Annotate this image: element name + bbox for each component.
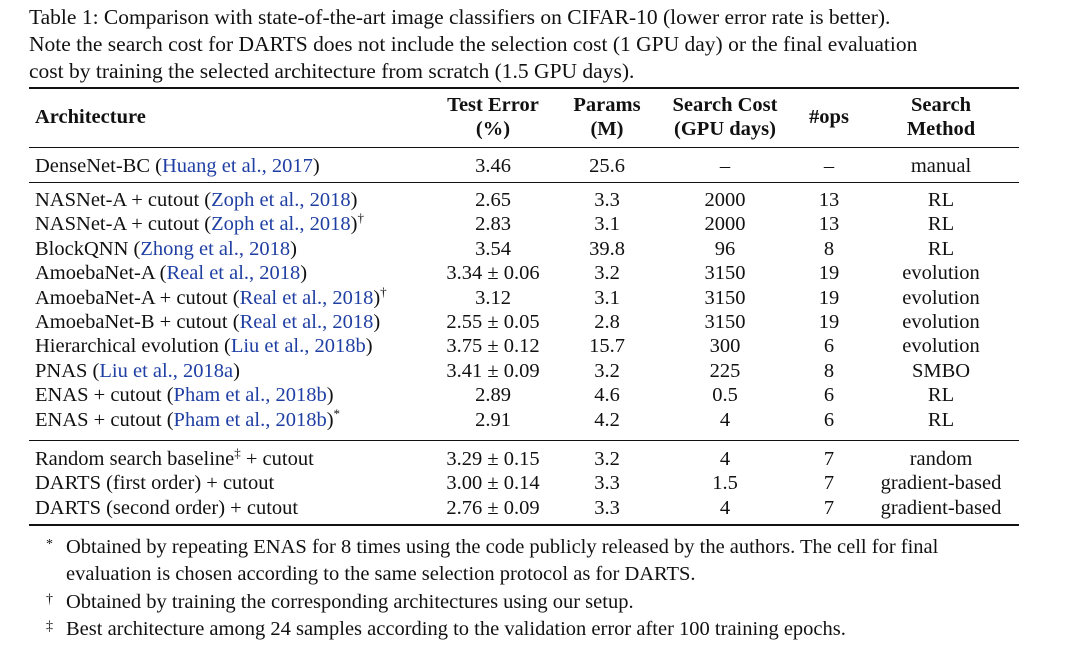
citation-link: Pham et al., 2018b bbox=[173, 384, 327, 407]
ops-cell: 8 bbox=[823, 359, 835, 382]
footnote-mark: ‡ bbox=[234, 445, 241, 461]
caption-line: Table 1: Comparison with state-of-the-art image classifiers on CIFAR-10 (lower error rate is better). bbox=[29, 5, 891, 29]
citation-link: Zhong et al., 2018 bbox=[140, 237, 291, 260]
footnote bbox=[46, 534, 938, 588]
cost-cell: – bbox=[719, 155, 731, 177]
citation-link: Liu et al., 2018b bbox=[230, 335, 366, 358]
header-line: Search Cost bbox=[672, 94, 778, 116]
ops-cell: 8 bbox=[823, 237, 835, 260]
architecture-suffix: ) bbox=[373, 311, 381, 333]
architecture-cell bbox=[35, 212, 364, 236]
error-cell: 3.29 ± 0.15 bbox=[446, 448, 540, 470]
architecture-suffix: ) bbox=[365, 335, 373, 358]
architecture-suffix: ) bbox=[350, 213, 358, 236]
params-cell: 15.7 bbox=[589, 335, 625, 358]
params-cell: 4.6 bbox=[594, 384, 620, 407]
params-cell: 3.2 bbox=[594, 359, 620, 382]
footnote-text bbox=[66, 534, 938, 588]
params-cell: 3.2 bbox=[594, 262, 620, 285]
citation-link: Liu et al., 2018a bbox=[99, 359, 234, 382]
footnote-line: evaluation is chosen according to the same selection protocol as for DARTS. bbox=[66, 563, 696, 585]
method-cell: evolution bbox=[902, 286, 980, 309]
ops-cell: 6 bbox=[823, 408, 835, 431]
architecture-name: Hierarchical evolution ( bbox=[35, 335, 231, 358]
ops-cell: 13 bbox=[818, 189, 840, 211]
architecture-suffix: ) bbox=[312, 155, 320, 177]
architecture-cell bbox=[35, 154, 320, 178]
citation-link: Real et al., 2018 bbox=[166, 262, 301, 285]
architecture-suffix: ) bbox=[233, 359, 240, 382]
footnote-symbol: * bbox=[46, 537, 53, 552]
architecture-name: DARTS (first order) + cutout bbox=[35, 472, 275, 495]
footnote bbox=[46, 616, 846, 643]
error-cell: 2.76 ± 0.09 bbox=[446, 496, 540, 519]
cost-cell: 3150 bbox=[704, 286, 746, 309]
method-cell: evolution bbox=[902, 311, 980, 333]
architecture-cell bbox=[35, 310, 380, 334]
cost-cell: 4 bbox=[719, 496, 731, 519]
architecture-cell bbox=[35, 188, 357, 212]
bottom-rule bbox=[29, 524, 1019, 526]
footnote-symbol: † bbox=[46, 592, 53, 607]
architecture-name-tail: + cutout bbox=[240, 448, 314, 470]
citation-link: Pham et al., 2018b bbox=[173, 408, 327, 431]
method-cell: RL bbox=[927, 213, 955, 236]
error-cell: 2.65 bbox=[475, 189, 511, 211]
footnote-symbol: ‡ bbox=[46, 619, 53, 634]
error-cell: 3.34 ± 0.06 bbox=[446, 262, 540, 285]
architecture-suffix: ) bbox=[373, 286, 381, 309]
header-rule bbox=[29, 147, 1019, 148]
cost-cell: 2000 bbox=[704, 213, 746, 236]
citation-link: Huang et al., 2017 bbox=[161, 155, 313, 177]
method-cell: RL bbox=[927, 384, 955, 407]
header-line: Method bbox=[906, 118, 976, 140]
ops-cell: 7 bbox=[823, 448, 835, 470]
cost-cell: 4 bbox=[719, 408, 731, 431]
footnote-mark: † bbox=[357, 210, 364, 226]
architecture-name: DenseNet-BC ( bbox=[35, 155, 162, 177]
error-cell: 3.00 ± 0.14 bbox=[446, 472, 540, 495]
architecture-cell bbox=[35, 359, 240, 383]
error-cell: 2.83 bbox=[475, 213, 511, 236]
architecture-name: ENAS + cutout ( bbox=[35, 408, 174, 431]
architecture-cell bbox=[35, 237, 297, 261]
citation-link: Real et al., 2018 bbox=[239, 286, 374, 309]
header-architecture: Architecture bbox=[35, 106, 146, 128]
footnote-mark: † bbox=[380, 283, 387, 299]
header-line: Test Error bbox=[447, 94, 539, 116]
citation-link: Real et al., 2018 bbox=[239, 311, 374, 333]
architecture-cell bbox=[35, 383, 334, 407]
cost-cell: 4 bbox=[719, 448, 731, 470]
footnote-mark: * bbox=[333, 405, 341, 421]
params-cell: 3.1 bbox=[594, 213, 620, 236]
footnote-line: Obtained by training the corresponding architectures using our setup. bbox=[66, 591, 634, 613]
header-line: (GPU days) bbox=[674, 118, 776, 140]
error-cell: 3.46 bbox=[475, 155, 511, 177]
params-cell: 2.8 bbox=[594, 311, 620, 333]
error-cell: 2.91 bbox=[475, 408, 511, 431]
header-search-method bbox=[861, 93, 1021, 141]
params-cell: 25.6 bbox=[589, 155, 625, 177]
params-cell: 4.2 bbox=[594, 408, 620, 431]
table-caption bbox=[29, 4, 1039, 85]
footnote bbox=[46, 589, 634, 616]
citation-link: Zoph et al., 2018 bbox=[211, 189, 351, 211]
architecture-suffix: ) bbox=[290, 237, 297, 260]
method-cell: SMBO bbox=[911, 359, 971, 382]
cost-cell: 300 bbox=[709, 335, 741, 358]
method-cell: evolution bbox=[902, 262, 980, 285]
header-ops: #ops bbox=[809, 106, 849, 128]
architecture-name: DARTS (second order) + cutout bbox=[35, 496, 299, 519]
footnote-line: Obtained by repeating ENAS for 8 times using the code publicly released by the authors. The cell for final bbox=[66, 536, 939, 558]
error-cell: 2.89 bbox=[475, 384, 511, 407]
architecture-name: BlockQNN ( bbox=[35, 237, 141, 260]
group-separator-rule bbox=[29, 182, 1019, 183]
error-cell: 3.54 bbox=[475, 237, 511, 260]
ops-cell: 6 bbox=[823, 384, 835, 407]
error-cell: 3.12 bbox=[475, 286, 511, 309]
architecture-name: PNAS ( bbox=[35, 359, 100, 382]
ops-cell: 7 bbox=[823, 496, 835, 519]
group-separator-rule bbox=[29, 440, 1019, 441]
params-cell: 3.2 bbox=[594, 448, 620, 470]
method-cell: manual bbox=[910, 155, 972, 177]
cost-cell: 0.5 bbox=[712, 384, 738, 407]
architecture-suffix: ) bbox=[326, 408, 334, 431]
top-rule bbox=[29, 87, 1019, 89]
params-cell: 3.3 bbox=[594, 472, 620, 495]
architecture-cell bbox=[35, 334, 373, 358]
architecture-name: AmoebaNet-A ( bbox=[35, 262, 167, 285]
params-cell: 3.3 bbox=[594, 496, 620, 519]
cost-cell: 96 bbox=[714, 237, 736, 260]
method-cell: RL bbox=[927, 237, 955, 260]
cost-cell: 1.5 bbox=[712, 472, 738, 495]
method-cell: gradient-based bbox=[880, 496, 1002, 519]
citation-link: Zoph et al., 2018 bbox=[211, 213, 351, 236]
header-line: (M) bbox=[590, 118, 624, 140]
architecture-name: AmoebaNet-B + cutout ( bbox=[35, 311, 240, 333]
method-cell: random bbox=[909, 448, 973, 470]
architecture-suffix: ) bbox=[300, 262, 308, 285]
architecture-cell bbox=[35, 447, 314, 471]
architecture-cell bbox=[35, 405, 341, 432]
params-cell: 39.8 bbox=[589, 237, 625, 260]
caption-line: Note the search cost for DARTS does not include the selection cost (1 GPU day) or the final evaluation bbox=[29, 32, 918, 56]
ops-cell: 7 bbox=[823, 472, 835, 495]
method-cell: gradient-based bbox=[880, 472, 1002, 495]
cost-cell: 3150 bbox=[704, 311, 746, 333]
footnote-text bbox=[66, 616, 846, 643]
ops-cell: – bbox=[823, 155, 835, 177]
architecture-name: NASNet-A + cutout ( bbox=[35, 189, 212, 211]
architecture-cell bbox=[35, 471, 274, 495]
header-test-error bbox=[428, 93, 558, 141]
ops-cell: 19 bbox=[818, 286, 840, 309]
header-params bbox=[557, 93, 657, 141]
architecture-cell bbox=[35, 283, 387, 310]
architecture-cell bbox=[35, 261, 307, 285]
architecture-name: Random search baseline bbox=[35, 448, 235, 470]
method-cell: RL bbox=[927, 189, 955, 211]
error-cell: 2.55 ± 0.05 bbox=[446, 311, 540, 333]
caption-line: cost by training the selected architecture from scratch (1.5 GPU days). bbox=[29, 59, 635, 83]
header-search-cost bbox=[655, 93, 795, 141]
ops-cell: 19 bbox=[818, 262, 840, 285]
error-cell: 3.75 ± 0.12 bbox=[446, 335, 540, 358]
architecture-name: AmoebaNet-A + cutout ( bbox=[35, 286, 240, 309]
footnote-line: Best architecture among 24 samples according to the validation error after 100 training epochs. bbox=[66, 618, 846, 640]
ops-cell: 13 bbox=[818, 213, 840, 236]
footnote-text bbox=[66, 589, 634, 616]
architecture-suffix: ) bbox=[326, 384, 334, 407]
method-cell: RL bbox=[927, 408, 955, 431]
cost-cell: 225 bbox=[709, 359, 741, 382]
params-cell: 3.3 bbox=[594, 189, 620, 211]
header-line: (%) bbox=[475, 118, 511, 140]
cost-cell: 2000 bbox=[704, 189, 746, 211]
header-line: Search bbox=[911, 94, 971, 116]
params-cell: 3.1 bbox=[594, 286, 620, 309]
architecture-name: ENAS + cutout ( bbox=[35, 384, 174, 407]
ops-cell: 19 bbox=[818, 311, 840, 333]
architecture-name: NASNet-A + cutout ( bbox=[35, 213, 212, 236]
architecture-suffix: ) bbox=[350, 189, 358, 211]
error-cell: 3.41 ± 0.09 bbox=[446, 359, 540, 382]
method-cell: evolution bbox=[902, 335, 980, 358]
cost-cell: 3150 bbox=[704, 262, 746, 285]
ops-cell: 6 bbox=[823, 335, 835, 358]
header-line: Params bbox=[573, 94, 641, 116]
architecture-cell bbox=[35, 496, 298, 520]
